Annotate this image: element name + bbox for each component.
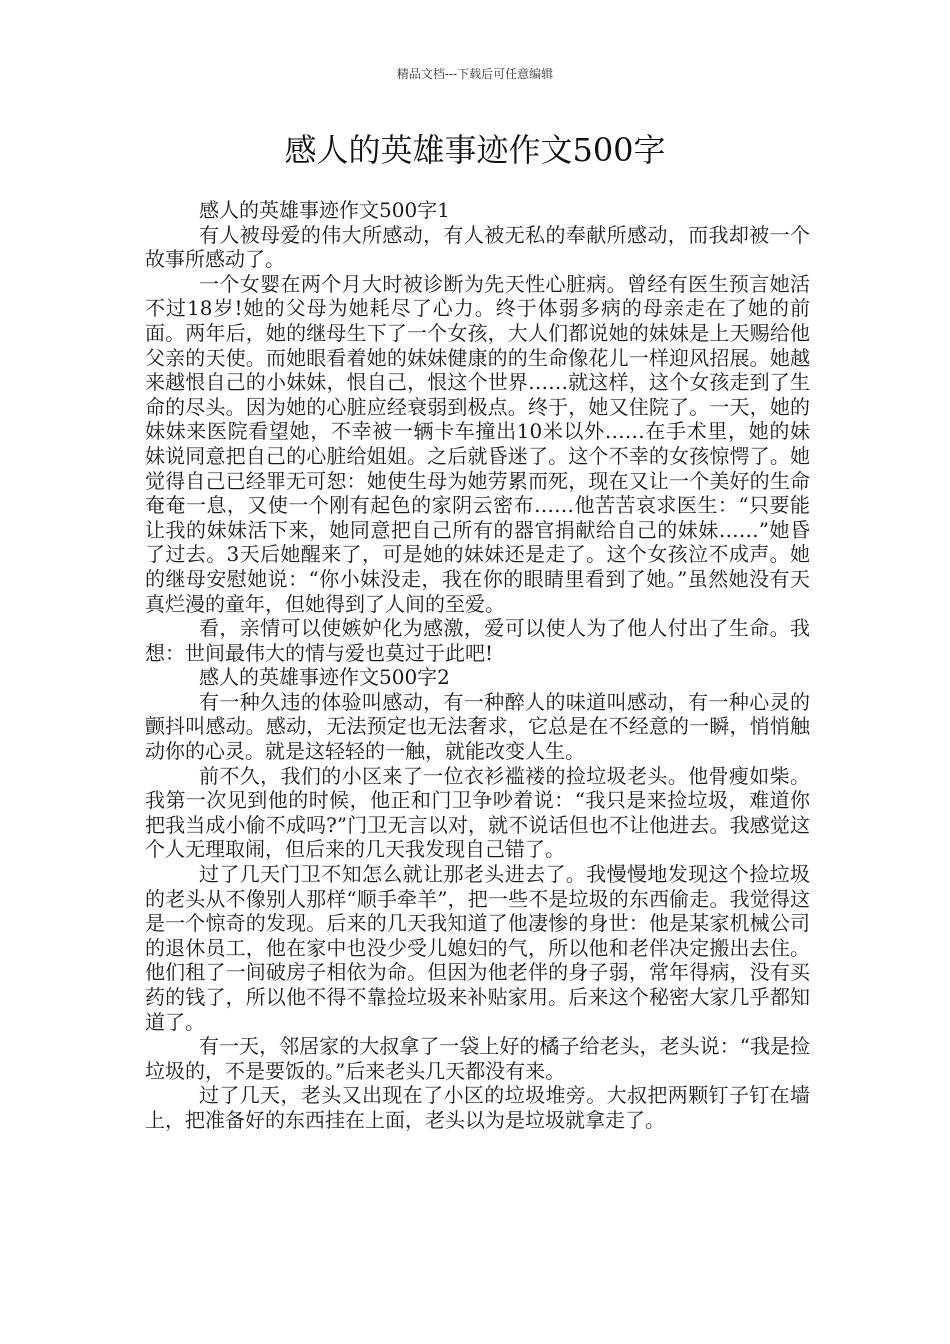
paragraph: 过了几天门卫不知怎么就让那老头进去了。我慢慢地发现这个捡垃圾的老头从不像别人那样“顺手牵羊”，把一些不是垃圾的东西偷走。我觉得这是一个惊奇的发现。后来的几天我知道了他凄惨的身世：他是某家机械公司的退休员工，他在家中也没少受儿媳妇的气，所以他和老伴决定搬出去住。他们租了一间破房子相依为命。但因为他老伴的身子弱，常年得病，没有买药的钱了，所以他不得不靠捡垃圾来补贴家用。后来这个秘密大家几乎都知道了。	[145, 862, 810, 1034]
paragraph: 有一种久违的体验叫感动，有一种醉人的味道叫感动，有一种心灵的颤抖叫感动。感动，无法预定也无法奢求，它总是在不经意的一瞬，悄悄触动你的心灵。就是这轻轻的一触，就能改变人生。	[145, 689, 810, 764]
paragraph: 看，亲情可以使嫉妒化为感激，爱可以使人为了他人付出了生命。我想：世间最伟大的情与爱也莫过于此吧!	[145, 616, 810, 665]
paragraph: 过了几天，老头又出现在了小区的垃圾堆旁。大叔把两颗钉子钉在墙上，把准备好的东西挂在上面，老头以为是垃圾就拿走了。	[145, 1083, 810, 1132]
paragraph: 前不久，我们的小区来了一位衣衫褴褛的捡垃圾老头。他骨瘦如柴。我第一次见到他的时候，他正和门卫争吵着说：“我只是来捡垃圾，难道你把我当成小偷不成吗?”门卫无言以对，就不说话但也不让他进去。我感觉这个人无理取闹，但后来的几天我发现自己错了。	[145, 763, 810, 862]
document-title: 感人的英雄事迹作文500字	[284, 131, 666, 169]
paragraph: 感人的英雄事迹作文500字1	[199, 198, 450, 222]
document-body	[145, 198, 810, 1133]
header-note: 精品文档---下载后可任意编辑	[396, 67, 554, 81]
paragraph: 有一天，邻居家的大叔拿了一袋上好的橘子给老头，老头说：“我是捡垃圾的，不是要饭的。”后来老头几天都没有来。	[145, 1034, 810, 1083]
paragraph: 一个女婴在两个月大时被诊断为先天性心脏病。曾经有医生预言她活不过18岁!她的父母为她耗尽了心力。终于体弱多病的母亲走在了她的前面。两年后，她的继母生下了一个女孩，大人们都说她的妹妹是上天赐给他父亲的天使。而她眼看着她的妹妹健康的的生命像花儿一样迎风招展。她越来越恨自己的小妹妹，恨自己，恨这个世界……就这样，这个女孩走到了生命的尽头。因为她的心脏应经衰弱到极点。终于，她又住院了。一天，她的妹妹来医院看望她，不幸被一辆卡车撞出10米以外……在手术里，她的妹妹说同意把自己的心脏给姐姐。之后就昏迷了。这个不幸的女孩惊愕了。她觉得自己已经罪无可恕：她使生母为她劳累而死，现在又让一个美好的生命奄奄一息，又使一个刚有起色的家阴云密布……他苦苦哀求医生：“只要能让我的妹妹活下来，她同意把自己所有的器官捐献给自己的妹妹……”她昏了过去。3天后她醒来了，可是她的妹妹还是走了。这个女孩泣不成声。她的继母安慰她说：“你小妹没走，我在你的眼睛里看到了她。”虽然她没有天真烂漫的童年，但她得到了人间的至爱。	[145, 271, 810, 616]
paragraph: 感人的英雄事迹作文500字2	[199, 665, 450, 690]
paragraph: 有人被母爱的伟大所感动，有人被无私的奉献所感动，而我却被一个故事所感动了。	[145, 222, 810, 272]
